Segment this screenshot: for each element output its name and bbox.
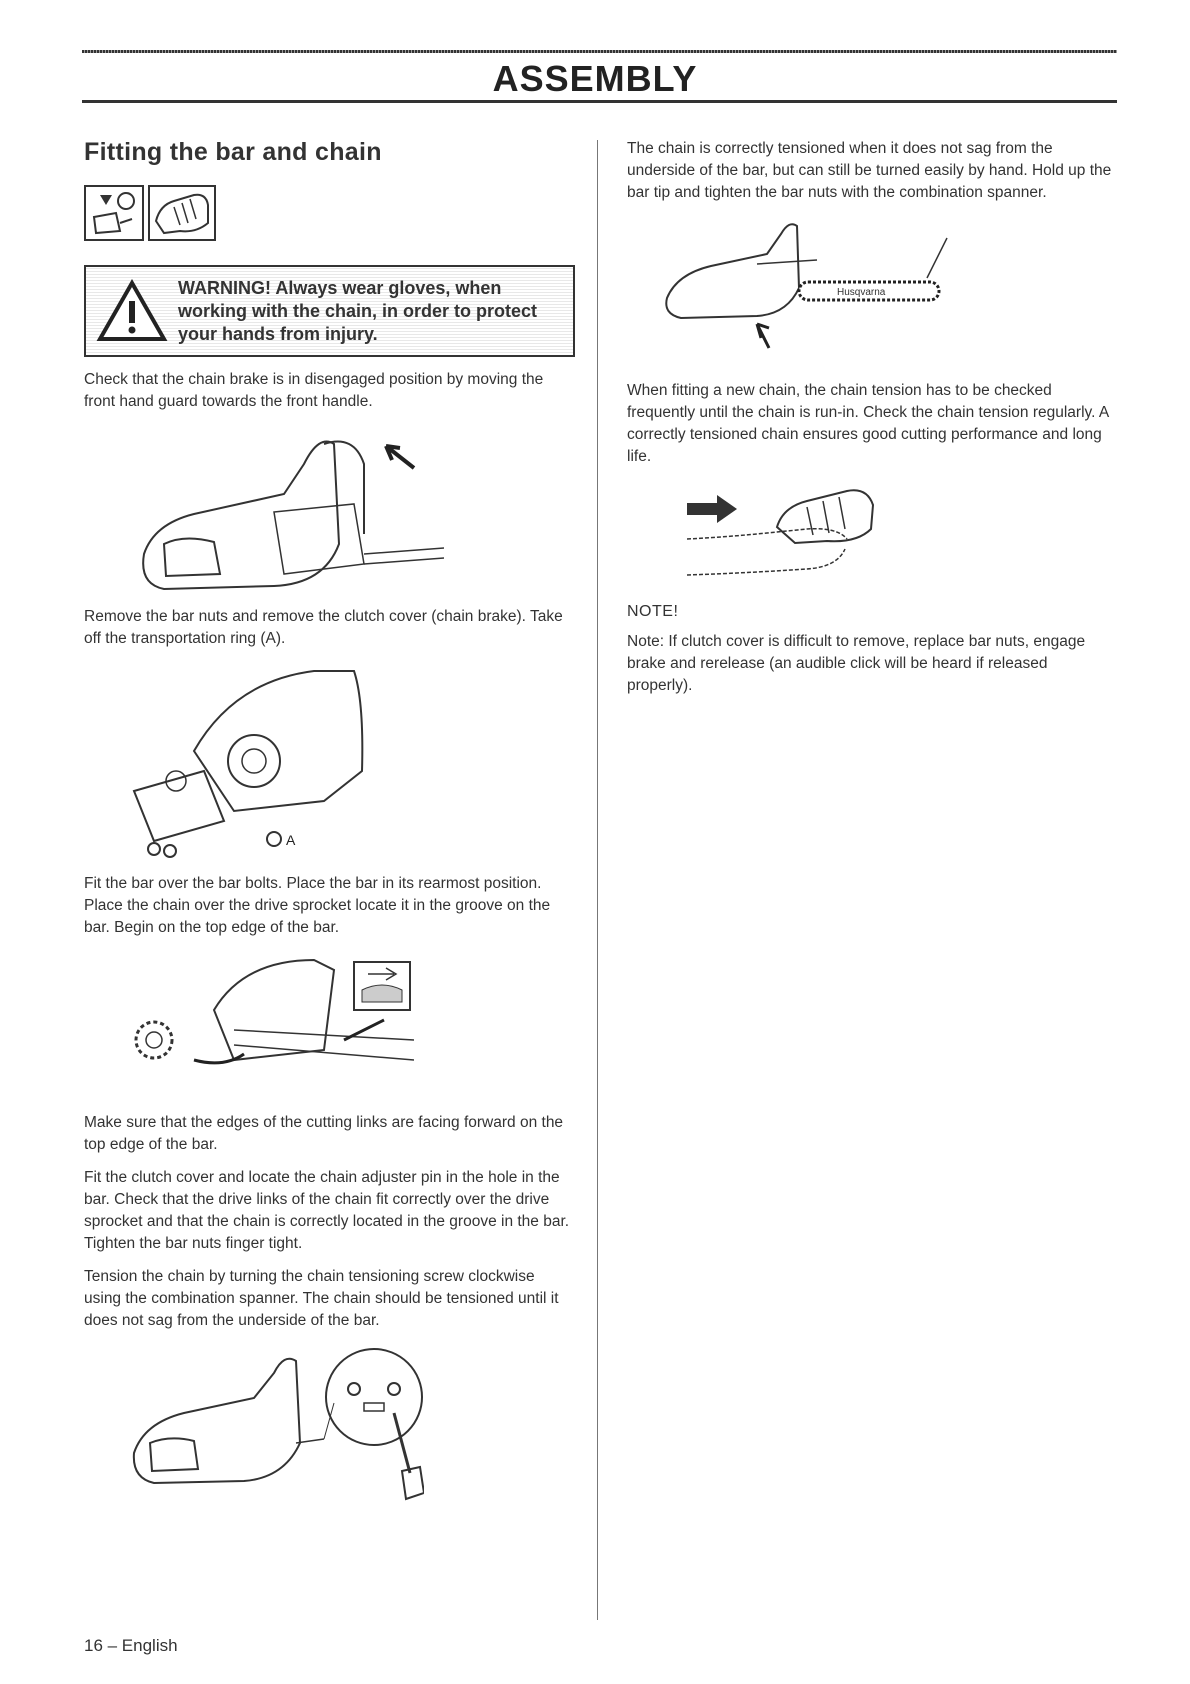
paragraph: Remove the bar nuts and remove the clutch cover (chain brake). Take off the transportation ring (A). [84, 608, 563, 647]
left-column [84, 138, 574, 1525]
paragraph: Tension the chain by turning the chain tensioning screw clockwise using the combination spanner. The chain should be tensioned until it does not sag from the underside of the bar. [84, 1268, 559, 1329]
paragraph: Fit the clutch cover and locate the chain adjuster pin in the hole in the bar. Check that the drive links of the chain fit correctly over the drive sprocket and that the chain is correctly located in the groove in the bar. Tighten the bar nuts finger tight. [84, 1169, 570, 1252]
right-column [627, 138, 1117, 708]
figure-label-a: A [286, 832, 296, 848]
bar-brand-label: Husqvarna [837, 287, 886, 298]
paragraph: The chain is correctly tensioned when it does not sag from the underside of the bar, but can still be turned easily by hand. Hold up the bar tip and tighten the bar nuts with the combination spanner. [627, 140, 1112, 201]
page-number: 16 – English [84, 1636, 178, 1655]
figure-clutch-cover [114, 661, 414, 861]
page-header-title: ASSEMBLY [492, 58, 698, 99]
paragraph: Make sure that the edges of the cutting links are facing forward on the top edge of the bar. [84, 1114, 564, 1153]
column-divider [597, 140, 598, 1620]
warning-text: WARNING! Always wear gloves, when working with the chain, in order to protect your hands from injury. [178, 278, 538, 344]
warning-box [84, 265, 575, 357]
header-rule [82, 100, 1117, 103]
instruction-icons [84, 185, 574, 241]
paragraph: When fitting a new chain, the chain tension has to be checked frequently until the chain is run-in. Check the chain tension regularly. A correctly tensioned chain ensures good cutting performance and long life. [627, 382, 1109, 465]
top-rule [82, 50, 1117, 53]
warning-triangle-icon [96, 279, 168, 343]
figure-tension-chain [124, 1343, 424, 1513]
figure-check-tension [657, 218, 957, 368]
figure-glove-chain [667, 479, 907, 589]
glove-icon [148, 185, 216, 241]
section-heading: Fitting the bar and chain [84, 138, 382, 166]
note-text: Note: If clutch cover is difficult to remove, replace bar nuts, engage brake and rerelease (an audible click will be heard if released properly). [627, 633, 1086, 694]
figure-chain-brake [124, 424, 444, 594]
paragraph: Fit the bar over the bar bolts. Place the bar in its rearmost position. Place the chain over the drive sprocket locate it in the groove on the bar. Begin on the top edge of the bar. [84, 875, 551, 936]
read-manual-icon [84, 185, 144, 241]
paragraph: Check that the chain brake is in disengaged position by moving the front hand guard towards the front handle. [84, 371, 544, 410]
figure-fit-chain [114, 950, 414, 1100]
note-label: NOTE! [627, 603, 679, 620]
